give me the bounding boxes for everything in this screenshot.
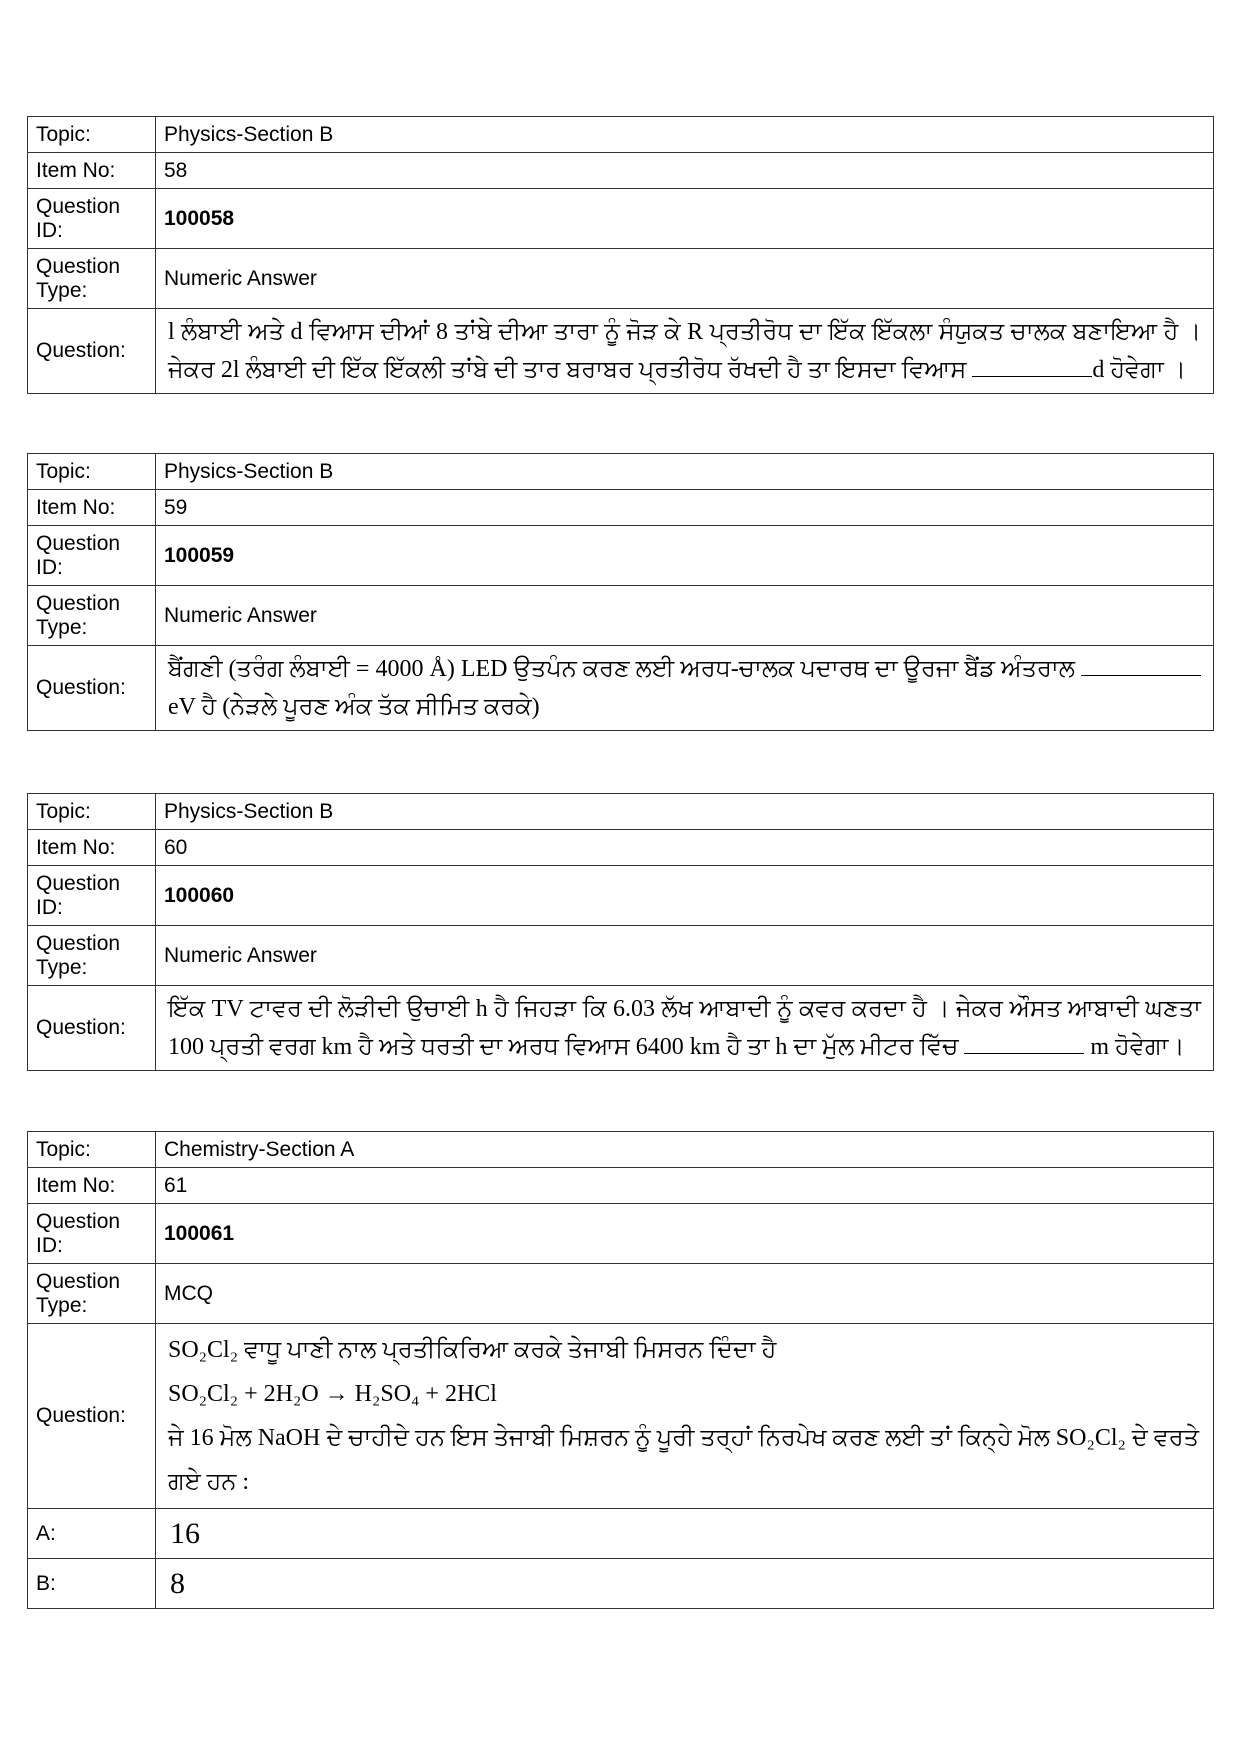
question-type-label: Question Type:: [28, 586, 156, 646]
question-type-value: Numeric Answer: [156, 926, 1214, 986]
question-label: Question:: [28, 309, 156, 394]
answer-blank: [1081, 655, 1201, 676]
question-type-value: MCQ: [156, 1264, 1214, 1324]
topic-label: Topic:: [28, 117, 156, 153]
option-a-label: A:: [28, 1509, 156, 1559]
topic-value: Physics-Section B: [156, 454, 1214, 490]
question-label: Question:: [28, 986, 156, 1071]
question-id-label: Question ID:: [28, 189, 156, 249]
question-line-3: ਜੇ 16 ਮੋਲ NaOH ਦੇ ਚਾਹੀਦੇ ਹਨ ਇਸ ਤੇਜਾਬੀ ਮਿਸ਼ਰਨ ਨੂੰ ਪੂਰੀ ਤਰ੍ਹਾਂ ਨਿਰਪੇਖ ਕਰਣ ਲਈ ਤਾਂ ਕਿਨ੍ਹੇ ਮੋਲ SO₂Cl₂ ਦੇ ਵਰਤੇ ਗਏ ਹਨ :: [168, 1425, 1200, 1495]
answer-blank: [964, 1033, 1084, 1054]
question-end: m ਹੋਵੇਗਾ।: [1090, 1034, 1185, 1060]
option-b-label: B:: [28, 1559, 156, 1609]
question-end: eV ਹੈ (ਨੇੜਲੇ ਪੂਰਣ ਅੰਕ ਤੱਕ ਸੀਮਿਤ ਕਰਕੇ): [168, 694, 540, 720]
topic-label: Topic:: [28, 1132, 156, 1168]
item-no-value: 58: [156, 153, 1214, 189]
question-type-value: Numeric Answer: [156, 249, 1214, 309]
question-table-61: [27, 1131, 1214, 1609]
question-table-58: [27, 116, 1214, 394]
question-end: d ਹੋਵੇਗਾ ।: [1092, 357, 1186, 383]
answer-blank: [972, 356, 1092, 377]
item-no-label: Item No:: [28, 490, 156, 526]
item-no-label: Item No:: [28, 830, 156, 866]
topic-label: Topic:: [28, 794, 156, 830]
question-body: ਬੈਂਗਣੀ (ਤਰੰਗ ਲੰਬਾਈ = 4000 Å) LED ਉਤਪੰਨ ਕਰਣ ਲਈ ਅਰਧ-ਚਾਲਕ ਪਦਾਰਥ ਦਾ ਊਰਜਾ ਬੈਂਡ ਅੰਤਰਾਲ: [168, 656, 1075, 682]
question-id-value: 100060: [156, 866, 1214, 926]
topic-value: Physics-Section B: [156, 794, 1214, 830]
item-no-value: 60: [156, 830, 1214, 866]
option-a-value: 16: [156, 1509, 1214, 1559]
question-table-60: [27, 793, 1214, 1071]
topic-value: Chemistry-Section A: [156, 1132, 1214, 1168]
question-type-label: Question Type:: [28, 1264, 156, 1324]
question-type-label: Question Type:: [28, 926, 156, 986]
question-line-1: SO₂Cl₂ ਵਾਧੂ ਪਾਣੀ ਨਾਲ ਪ੍ਰਤੀਕਿਰਿਆ ਕਰਕੇ ਤੇਜਾਬੀ ਮਿਸਰਨ ਦਿੰਦਾ ਹੈ: [168, 1337, 777, 1363]
item-no-value: 61: [156, 1168, 1214, 1204]
question-text: [156, 986, 1214, 1071]
question-text: [156, 646, 1214, 731]
question-table-59: [27, 453, 1214, 731]
question-type-label: Question Type:: [28, 249, 156, 309]
question-id-value: 100061: [156, 1204, 1214, 1264]
question-id-label: Question ID:: [28, 1204, 156, 1264]
item-no-label: Item No:: [28, 153, 156, 189]
question-label: Question:: [28, 646, 156, 731]
option-b-value: 8: [156, 1559, 1214, 1609]
question-id-label: Question ID:: [28, 526, 156, 586]
question-id-value: 100059: [156, 526, 1214, 586]
question-body: l ਲੰਬਾਈ ਅਤੇ d ਵਿਆਸ ਦੀਆਂ 8 ਤਾਂਬੇ ਦੀਆ ਤਾਰਾ ਨੂੰ ਜੋੜ ਕੇ R ਪ੍ਰਤੀਰੋਧ ਦਾ ਇੱਕ ਇੱਕਲਾ ਸੰਯੁਕਤ ਚਾਲਕ ਬਣਾਇਆ ਹੈ । ਜੇਕਰ 2l ਲੰਬਾਈ ਦੀ ਇੱਕ ਇੱਕਲੀ ਤਾਂਬੇ ਦੀ ਤਾਰ ਬਰਾਬਰ ਪ੍ਰਤੀਰੋਧ ਰੱਖਦੀ ਹੈ ਤਾ ਇਸਦਾ ਵਿਆਸ: [168, 319, 1201, 383]
question-text: [156, 309, 1214, 394]
question-label: Question:: [28, 1324, 156, 1509]
question-body: ਇੱਕ TV ਟਾਵਰ ਦੀ ਲੋੜੀਦੀ ਉਚਾਈ h ਹੈ ਜਿਹੜਾ ਕਿ 6.03 ਲੱਖ ਆਬਾਦੀ ਨੂੰ ਕਵਰ ਕਰਦਾ ਹੈ । ਜੇਕਰ ਔਸਤ ਆਬਾਦੀ ਘਣਤਾ 100 ਪ੍ਰਤੀ ਵਰਗ km ਹੈ ਅਤੇ ਧਰਤੀ ਦਾ ਅਰਧ ਵਿਆਸ 6400 km ਹੈ ਤਾ h ਦਾ ਮੁੱਲ ਮੀਟਰ ਵਿੱਚ: [168, 996, 1201, 1060]
question-type-value: Numeric Answer: [156, 586, 1214, 646]
item-no-label: Item No:: [28, 1168, 156, 1204]
question-id-label: Question ID:: [28, 866, 156, 926]
topic-value: Physics-Section B: [156, 117, 1214, 153]
topic-label: Topic:: [28, 454, 156, 490]
question-text: [156, 1324, 1214, 1509]
question-line-2: SO₂Cl₂ + 2H₂O → H₂SO₄ + 2HCl: [168, 1381, 497, 1407]
question-id-value: 100058: [156, 189, 1214, 249]
item-no-value: 59: [156, 490, 1214, 526]
